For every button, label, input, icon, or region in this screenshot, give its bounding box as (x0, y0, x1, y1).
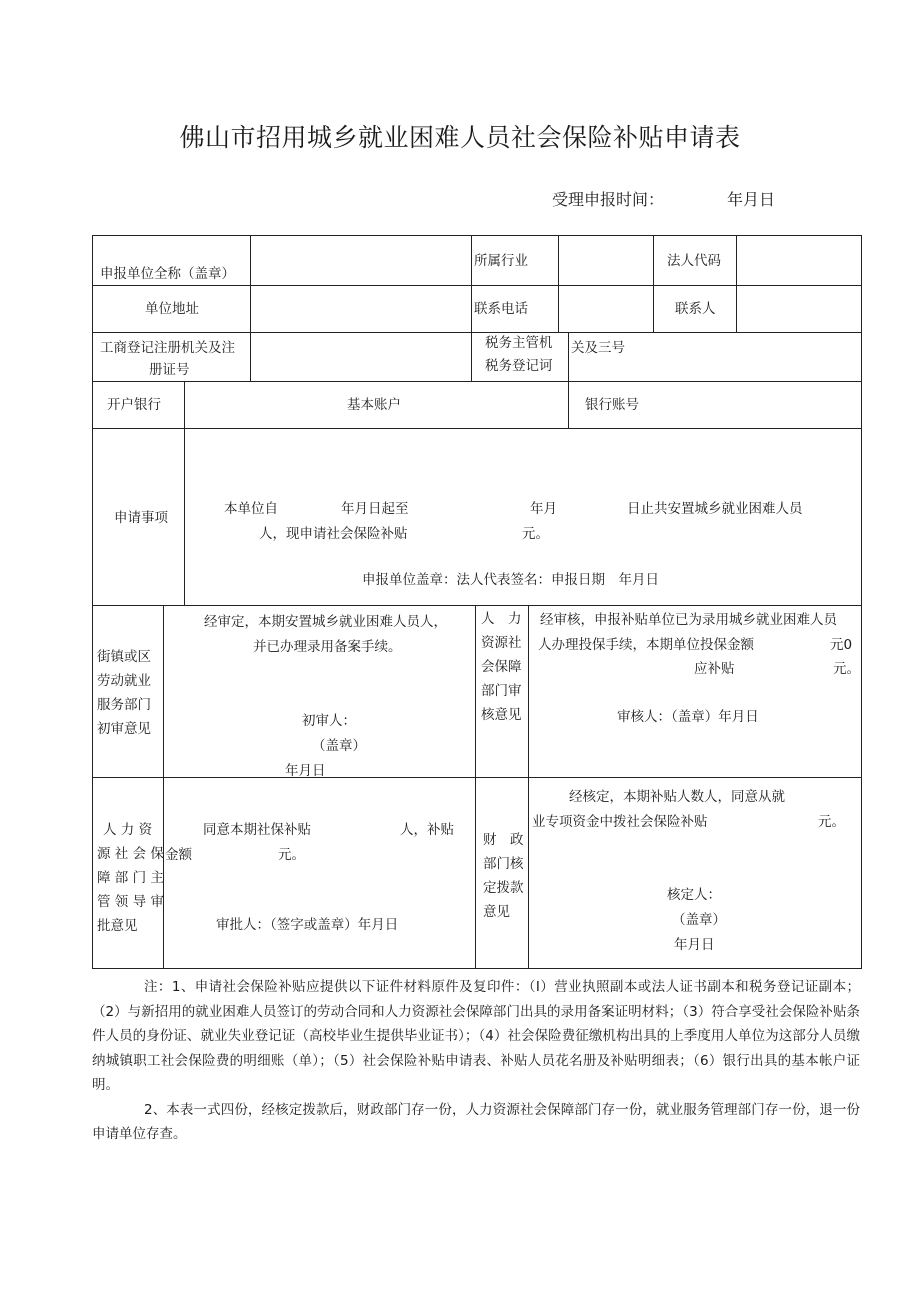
receive-time-label: 受理申报时间： (552, 190, 665, 209)
hr-audit-text: 元。 (833, 661, 860, 677)
label-line: 财 政 (483, 832, 524, 848)
hr-audit-text: 应补贴 (694, 661, 735, 677)
seal-label: （盖章） (672, 912, 726, 928)
first-reviewer-label: 初审人： (302, 713, 356, 729)
registration-label-line2: 册证号 (149, 362, 190, 378)
bank-account-label: 银行账号 (585, 397, 639, 413)
application-form-table (92, 235, 862, 969)
unit-name-label: 申报单位全称（盖章） (100, 266, 235, 282)
row-divider (93, 777, 861, 778)
notes-block (92, 975, 860, 1147)
col-divider (184, 381, 185, 605)
row-divider (93, 381, 861, 382)
label-line: 源 社 会 保 (97, 846, 164, 862)
hr-approve-text: 金额 (165, 847, 192, 863)
label-line: 资源社 (481, 635, 522, 651)
apply-text: 年月 (530, 501, 557, 517)
street-review-text: 经审定，本期安置城乡就业困难人员人， (204, 614, 447, 630)
label-line: 部门核 (483, 856, 524, 872)
apply-matter-label: 申请事项 (114, 510, 168, 526)
tax-value: 关及三号 (571, 340, 625, 356)
finance-text: 经核定，本期补贴人数人，同意从就 (569, 789, 785, 805)
note-paragraph-2: 2、本表一式四份，经核定拨款后，财政部门存一份，人力资源社会保障部门存一份，就业服务管理部门存一份，退一份申请单位存查。 (92, 1101, 860, 1142)
seal-label: （盖章） (312, 738, 366, 754)
legal-code-label: 法人代码 (667, 253, 721, 269)
apply-text: 元。 (522, 526, 549, 542)
apply-text: 人，现申请社会保险补贴 (259, 526, 408, 542)
col-divider (568, 332, 569, 381)
finance-date: 年月日 (674, 937, 715, 953)
label-line: 街镇或区 (97, 649, 151, 665)
label-line: 部门审 (481, 683, 522, 699)
col-divider (528, 605, 529, 968)
col-divider (250, 236, 251, 381)
row-divider (93, 332, 861, 333)
col-divider (736, 236, 737, 332)
col-divider (558, 236, 559, 332)
hr-approve-text: 元。 (278, 847, 305, 863)
apply-sign-line: 申报单位盖章：法人代表签名：申报日期 年月日 (362, 572, 659, 588)
apply-text: 本单位自 (224, 501, 278, 517)
apply-text: 日止共安置城乡就业困难人员 (627, 501, 803, 517)
contact-label: 联系人 (675, 301, 716, 317)
hr-audit-text: 经审核，申报补贴单位已为录用城乡就业困难人员 (540, 612, 837, 628)
industry-label: 所属行业 (474, 253, 528, 269)
hr-approve-text: 人，补贴 (400, 822, 454, 838)
row-divider (93, 428, 861, 429)
bank-label: 开户银行 (107, 397, 161, 413)
row-divider (93, 605, 861, 606)
tax-label-line1: 税务主管机 (485, 335, 553, 351)
col-divider (653, 236, 654, 332)
finance-text: 业专项资金中拨社会保险补贴 (532, 814, 708, 830)
finance-label (483, 828, 527, 924)
auditor-line: 审核人：（盖章）年月日 (617, 709, 759, 725)
street-review-label (97, 645, 161, 741)
col-divider (471, 236, 472, 381)
hr-audit-text: 人办理投保手续，本期单位投保金额 (538, 637, 754, 653)
label-line: 人 力 资 (103, 822, 153, 838)
apply-text: 年月日起至 (341, 501, 409, 517)
col-divider (163, 605, 164, 968)
address-label: 单位地址 (145, 301, 199, 317)
phone-label: 联系电话 (474, 301, 528, 317)
label-line: 管 领 导 审 (97, 894, 164, 910)
col-divider (475, 605, 476, 968)
basic-account-label: 基本账户 (347, 397, 401, 413)
label-line: 劳动就业 (97, 673, 151, 689)
note-paragraph-1: 注：1、申请社会保险补贴应提供以下证件材料原件及复印件：（I）营业执照副本或法人证书副本和税务登记证副本；（2）与新招用的就业困难人员签订的劳动合同和人力资源社会保障部门出具的录用备案证明材料；（3）符合享受社会保险补贴条件人员的身份证、就业失业登记证（高校毕业生提供毕业证书）；（4）社会保险费征缴机构出具的上季度用人单位为这部分人员缴纳城镇职工社会保险费的明细账（单）；（5）社会保险补贴申请表、补贴人员花名册及补贴明细表；（6）银行出具的基本帐户证明。 (92, 979, 860, 1093)
row-divider (93, 285, 861, 286)
checker-label: 核定人： (667, 887, 721, 903)
label-line: 障 部 门 主 (97, 870, 164, 886)
finance-text: 元。 (818, 814, 845, 830)
registration-label-line1: 工商登记注册机关及注 (100, 340, 235, 356)
label-line: 意见 (483, 904, 510, 920)
hr-approve-text: 同意本期社保补贴 (203, 822, 311, 838)
label-line: 初审意见 (97, 721, 151, 737)
page-title: 佛山市招用城乡就业困难人员社会保险补贴申请表 (179, 123, 741, 152)
approver-line: 审批人：（签字或盖章）年月日 (216, 917, 399, 933)
label-line: 定拨款 (483, 880, 524, 896)
street-review-text: 并已办理录用备案手续。 (253, 639, 402, 655)
tax-label-line2: 税务登记诃 (485, 358, 553, 374)
label-line: 核意见 (481, 707, 522, 723)
label-line: 人 力 (481, 611, 522, 627)
review-date: 年月日 (285, 763, 326, 779)
hr-audit-text: 元0 (830, 637, 853, 653)
label-line: 服务部门 (97, 697, 151, 713)
receive-time-date: 年月日 (727, 190, 776, 209)
label-line: 批意见 (97, 918, 138, 934)
hr-audit-label (481, 607, 527, 727)
hr-approve-label (97, 818, 164, 938)
col-divider (568, 381, 569, 428)
label-line: 会保障 (481, 659, 522, 675)
